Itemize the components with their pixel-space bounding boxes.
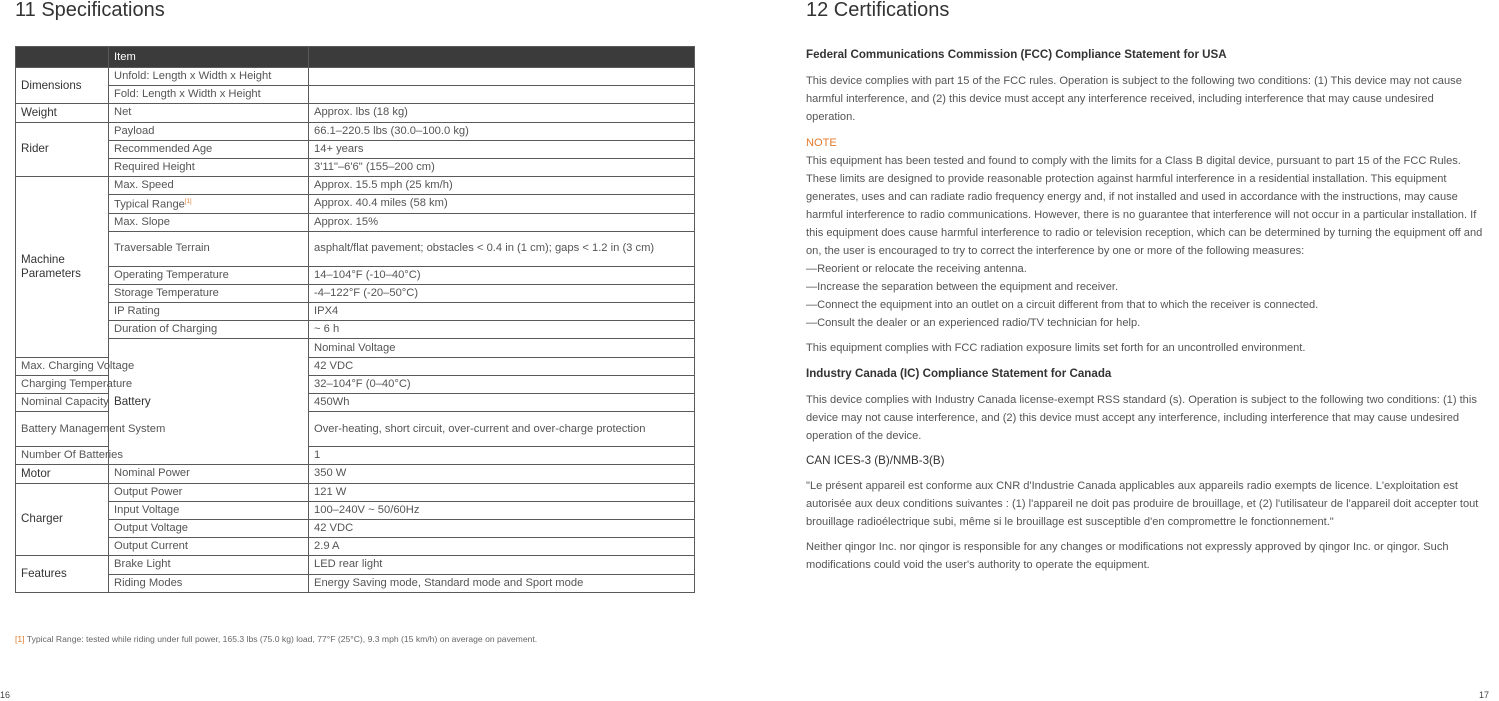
value-cell: asphalt/flat pavement; obstacles < 0.4 in (1 cm); gaps < 1.2 in (3 cm) bbox=[309, 231, 695, 266]
item-label: Required Height bbox=[114, 161, 195, 174]
category-cell: Dimensions bbox=[16, 68, 109, 104]
value-cell: Approx. 15.5 mph (25 km/h) bbox=[309, 177, 695, 195]
page-title: 12 Certifications bbox=[806, 0, 950, 21]
table-row bbox=[16, 574, 695, 592]
ic-heading: Industry Canada (IC) Compliance Statement for Canada bbox=[806, 367, 1112, 380]
certifications-body bbox=[806, 46, 1486, 574]
value-cell bbox=[309, 68, 695, 86]
item-label: Typical Range bbox=[114, 198, 185, 211]
table-row bbox=[16, 86, 695, 104]
item-cell bbox=[109, 303, 309, 321]
item-label: Output Current bbox=[114, 540, 188, 553]
category-cell: Charger bbox=[16, 483, 109, 556]
table-row bbox=[16, 104, 695, 122]
page-title: 11 Specifications bbox=[15, 0, 165, 21]
item-cell bbox=[109, 86, 309, 104]
item-label: Duration of Charging bbox=[114, 323, 218, 336]
item-label: Nominal Capacity bbox=[21, 396, 109, 409]
value-cell: Over-heating, short circuit, over-current and over-charge protection bbox=[309, 412, 695, 447]
item-label: Nominal Power bbox=[114, 467, 190, 480]
table-row bbox=[16, 177, 695, 195]
ic-paragraph: This device complies with Industry Canada license-exempt RSS standard (s). Operation is subject to the following two conditions: (1) this device may not cause interference, and (2) this device must accept any interference, including interference that may cause undesired operation of the device. bbox=[806, 394, 1477, 442]
table-row bbox=[16, 519, 695, 537]
table-header-row bbox=[16, 47, 695, 68]
item-cell bbox=[109, 284, 309, 302]
item-cell bbox=[109, 104, 309, 122]
item-cell bbox=[109, 483, 309, 501]
item-cell bbox=[16, 447, 123, 465]
table-row bbox=[16, 68, 695, 86]
fcc-paragraph: This device complies with part 15 of the FCC rules. Operation is subject to the following two conditions: (1) This device may not cause harmful interference, and (2) this device must accept any interference received, including interference that may cause undesired operation. bbox=[806, 75, 1462, 123]
value-cell: 1 bbox=[309, 447, 695, 465]
item-cell bbox=[109, 266, 309, 284]
item-label: Fold: Length x Width x Height bbox=[114, 88, 261, 101]
note-paragraph: This equipment has been tested and found to comply with the limits for a Class B digital device, pursuant to part 15 of the FCC Rules. These limits are designed to provide reasonable protection against harmful interference in a residential installation. This equipment generates, uses and can radiate radio frequency energy and, if not installed and used in accordance with the instructions, may cause harmful interference to radio communications. However, there is no guarantee that interference will not occur in a particular installation. If this equipment does cause harmful interference to radio or television reception, which can be determined by turning the equipment off and on, the user is encouraged to try to correct the interference by one or more of the following measures: bbox=[806, 155, 1483, 257]
item-label: Unfold: Length x Width x Height bbox=[114, 70, 272, 83]
item-label: Riding Modes bbox=[114, 576, 183, 589]
value-cell: 100–240V ~ 50/60Hz bbox=[309, 501, 695, 519]
value-cell: 350 W bbox=[309, 465, 695, 483]
item-cell bbox=[109, 519, 309, 537]
table-row bbox=[16, 213, 695, 231]
item-label: Net bbox=[114, 106, 132, 119]
value-cell: -4–122°F (-20–50°C) bbox=[309, 284, 695, 302]
item-label: Max. Slope bbox=[114, 215, 170, 228]
table-row bbox=[16, 266, 695, 284]
can-ices-label: CAN ICES-3 (B)/NMB-3(B) bbox=[806, 454, 945, 467]
item-label: Max. Speed bbox=[114, 179, 174, 192]
measure-item: —Connect the equipment into an outlet on a circuit different from that to which the receiver is connected. bbox=[806, 299, 1319, 311]
note-label: NOTE bbox=[806, 137, 837, 149]
item-cell bbox=[16, 357, 135, 375]
table-row bbox=[16, 303, 695, 321]
table-row bbox=[16, 465, 695, 483]
value-cell: IPX4 bbox=[309, 303, 695, 321]
item-label: Output Voltage bbox=[114, 522, 189, 535]
item-cell bbox=[109, 140, 309, 158]
value-cell: 3'11"–6'6" (155–200 cm) bbox=[309, 158, 695, 176]
table-row bbox=[16, 538, 695, 556]
table-row bbox=[16, 501, 695, 519]
category-cell: Machine Parameters bbox=[16, 177, 109, 358]
value-cell: ~ 6 h bbox=[309, 321, 695, 339]
item-label: Input Voltage bbox=[114, 503, 180, 516]
table-row bbox=[16, 231, 695, 266]
category-cell: Motor bbox=[16, 465, 109, 483]
item-label: Nominal Voltage bbox=[314, 341, 396, 354]
table-header-item: Item bbox=[109, 47, 309, 68]
category-cell: Weight bbox=[16, 104, 109, 122]
item-label: Charging Temperature bbox=[21, 377, 133, 390]
value-cell: 66.1–220.5 lbs (30.0–100.0 kg) bbox=[309, 122, 695, 140]
measure-item: —Consult the dealer or an experienced radio/TV technician for help. bbox=[806, 317, 1141, 329]
item-cell bbox=[109, 231, 309, 266]
footnote-mark: [1] bbox=[15, 634, 25, 644]
rf-exposure-paragraph: This equipment complies with FCC radiation exposure limits set forth for an uncontrolled environment. bbox=[806, 342, 1306, 354]
item-cell bbox=[309, 339, 695, 357]
specifications-table-body bbox=[16, 68, 695, 593]
item-label: Storage Temperature bbox=[114, 286, 219, 299]
footnote-text: Typical Range: tested while riding under full power, 165.3 lbs (75.0 kg) load, 77°F (25°C), 9.3 mph (15 km/h) on average on pavement. bbox=[24, 634, 538, 644]
item-cell bbox=[16, 412, 166, 447]
category-cell: Rider bbox=[16, 122, 109, 177]
item-label: Traversable Terrain bbox=[114, 242, 210, 255]
item-cell bbox=[16, 394, 109, 412]
value-cell: 450Wh bbox=[309, 394, 695, 412]
item-label: Max. Charging Voltage bbox=[21, 359, 135, 372]
value-cell: 32–104°F (0–40°C) bbox=[309, 375, 695, 393]
value-cell: Approx. 40.4 miles (58 km) bbox=[309, 195, 695, 213]
item-label: Brake Light bbox=[114, 558, 171, 571]
item-cell bbox=[109, 158, 309, 176]
table-row bbox=[16, 556, 695, 574]
value-cell: 42 VDC bbox=[309, 519, 695, 537]
item-cell bbox=[109, 465, 309, 483]
table-header-category bbox=[16, 47, 109, 68]
table-row bbox=[16, 195, 695, 213]
value-cell: 14–104°F (-10–40°C) bbox=[309, 266, 695, 284]
liability-paragraph: Neither qingor Inc. nor qingor is responsible for any changes or modifications not expressly approved by qingor Inc. or qingor. Such modifications could void the user's authority to operate the equipment. bbox=[806, 541, 1449, 571]
category-cell: Features bbox=[16, 556, 109, 592]
value-cell: 121 W bbox=[309, 483, 695, 501]
table-row bbox=[16, 122, 695, 140]
table-row bbox=[16, 321, 695, 339]
french-paragraph: "Le présent appareil est conforme aux CNR d'Industrie Canada applicables aux appareils radio exempts de licence. L'exploitation est autorisée aux deux conditions suivantes : (1) l'appareil ne doit pas produire de brouillage, et (2) l'utilisateur de l'appareil doit accepter tout brouillage radioélectrique subi, même si le brouillage est susceptible d'en compromettre le fonctionnement." bbox=[806, 480, 1479, 528]
table-row bbox=[16, 158, 695, 176]
measure-item: —Increase the separation between the equipment and receiver. bbox=[806, 281, 1119, 293]
table-row bbox=[16, 140, 695, 158]
item-cell bbox=[109, 321, 309, 339]
item-label: Battery Management System bbox=[21, 422, 166, 435]
page-number-right: 17 bbox=[1478, 690, 1489, 700]
value-cell: 2.9 A bbox=[309, 538, 695, 556]
table-row bbox=[16, 339, 695, 357]
value-cell bbox=[309, 86, 695, 104]
value-cell: 42 VDC bbox=[309, 357, 695, 375]
item-cell bbox=[109, 122, 309, 140]
table-row bbox=[16, 284, 695, 302]
item-cell bbox=[109, 538, 309, 556]
specifications-table bbox=[15, 46, 695, 593]
value-cell: 14+ years bbox=[309, 140, 695, 158]
item-cell bbox=[109, 68, 309, 86]
category-cell: Battery bbox=[109, 339, 309, 465]
item-label: Operating Temperature bbox=[114, 268, 229, 281]
item-cell bbox=[109, 501, 309, 519]
item-cell bbox=[109, 213, 309, 231]
value-cell: LED rear light bbox=[309, 556, 695, 574]
certifications-page bbox=[750, 0, 1499, 701]
item-cell bbox=[109, 556, 309, 574]
table-row bbox=[16, 483, 695, 501]
value-cell: Approx. lbs (18 kg) bbox=[309, 104, 695, 122]
value-cell: Energy Saving mode, Standard mode and Sport mode bbox=[309, 574, 695, 592]
item-label: Number Of Batteries bbox=[21, 449, 123, 462]
footnote bbox=[15, 634, 537, 644]
footnote-reference: [1] bbox=[184, 199, 192, 206]
item-label: Output Power bbox=[114, 485, 183, 498]
item-label: IP Rating bbox=[114, 305, 160, 318]
item-cell bbox=[109, 195, 309, 213]
value-cell: Approx. 15% bbox=[309, 213, 695, 231]
item-cell bbox=[16, 375, 133, 393]
page-number-left: 16 bbox=[0, 690, 11, 700]
item-cell bbox=[109, 177, 309, 195]
measure-item: —Reorient or relocate the receiving antenna. bbox=[806, 263, 1027, 275]
fcc-heading: Federal Communications Commission (FCC) Compliance Statement for USA bbox=[806, 48, 1227, 61]
table-header-value bbox=[309, 47, 695, 68]
item-label: Recommended Age bbox=[114, 142, 213, 155]
item-cell bbox=[109, 574, 309, 592]
item-label: Payload bbox=[114, 124, 155, 137]
